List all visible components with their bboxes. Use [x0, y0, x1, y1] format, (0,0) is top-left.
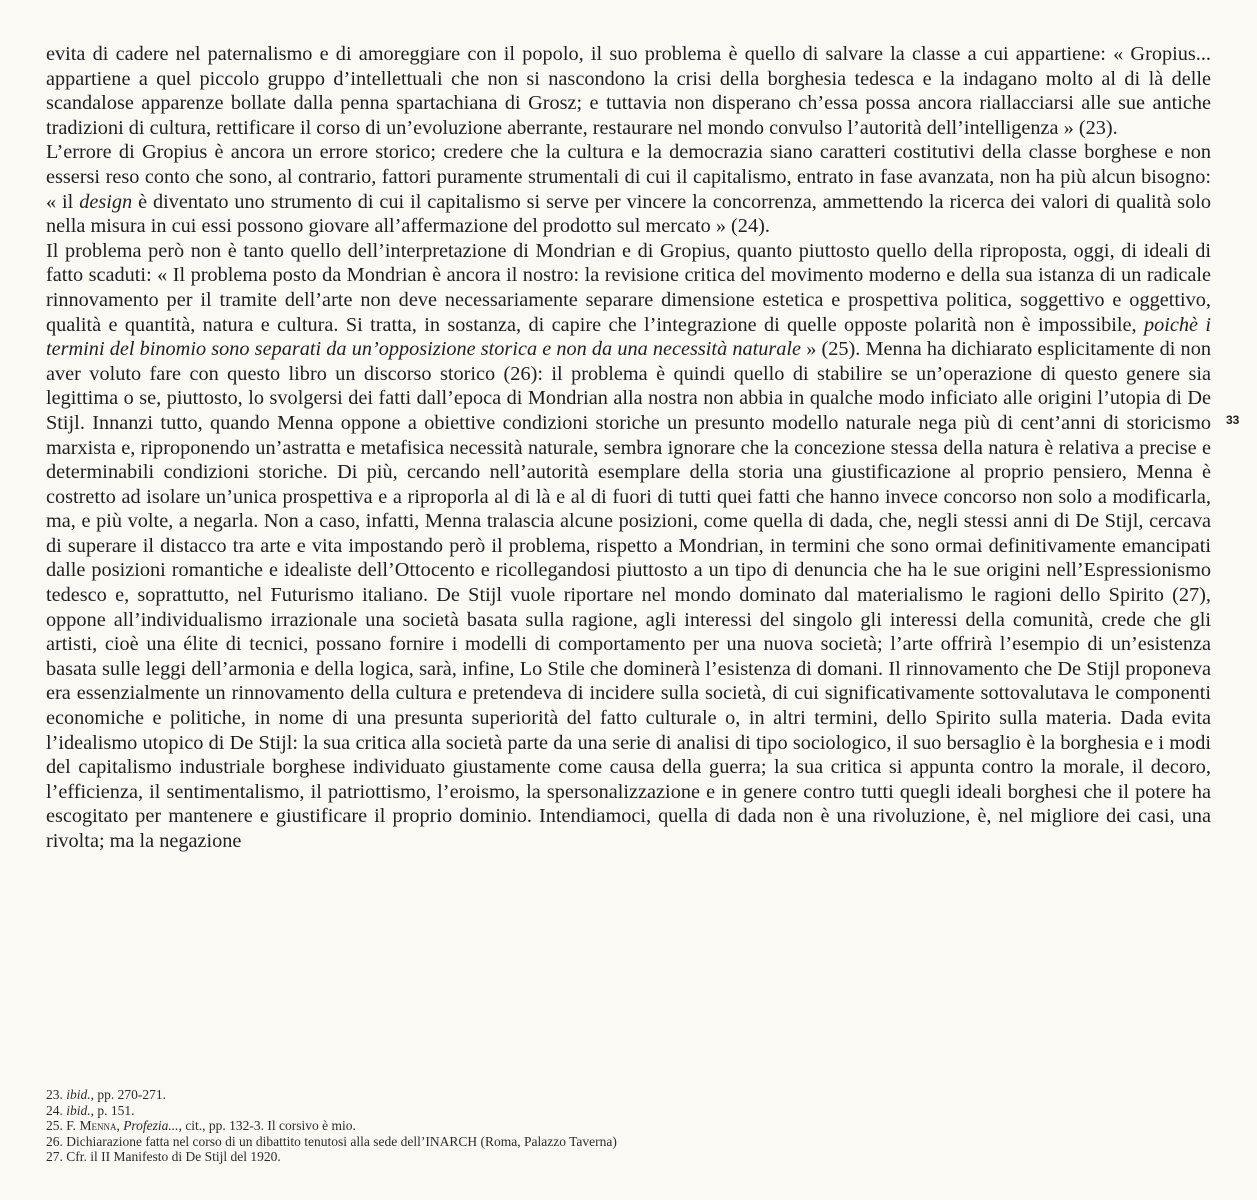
footnote [46, 1118, 1046, 1134]
text-run: evita di cadere nel paternalismo e di amoreggiare con il popolo, il suo problema è quello di salvare la classe a cui appartiene: « Gropius... appartiene a quel piccolo gruppo d’intellettuali che non si nascondono la crisi della borghesia tedesca e la indagano molto al di là delle scandalose apparenze bollate dalla penna spartachiana di Grosz; e tuttavia non disperano ch’essa possa ancora riallacciarsi alle sue antiche tradizioni di cultura, rettificare il corso di un’evoluzione aberrante, restaurare nel mondo convulso l’autorità dell’intelligenza » (23). [46, 43, 1211, 139]
italic-text: Profezia... [123, 1118, 179, 1134]
page-number: 33 [1226, 413, 1240, 427]
text-run: è diventato uno strumento di cui il capitalismo si serve per vincere la concorrenza, ammettendo la ricerca dei valori di qualità solo nella misura in cui essi possono giovare all’affermazione del prodotto sul mercato » (24). [46, 190, 1211, 238]
text-run: 25. F. [46, 1118, 80, 1134]
footnote [46, 1103, 1046, 1119]
text-run: Il problema però non è tanto quello dell’interpretazione di Mondrian e di Gropius, quanto piuttosto quello della riproposta, oggi, di ideali di fatto scaduti: « Il problema posto da Mondrian è ancora il nostro: la revisione critica del movimento moderno e della sua istanza di un radicale rinnovamento per il tramite dell’arte non deve necessariamente separare dimensione estetica e prospettiva politica, soggettivo e oggettivo, qualità e quantità, natura e cultura. Si tratta, in sostanza, di capire che l’integrazione di quelle opposte polarità non è impossibile, [46, 239, 1211, 336]
paragraph [46, 42, 1211, 140]
main-text-column [46, 42, 1211, 854]
text-run: 23. [46, 1087, 67, 1102]
text-run: » (25). Menna ha dichiarato esplicitamente di non aver voluto fare con questo libro un discorso storico (26): il problema è quindi quello di stabilire se un’operazione di questo genere sia legittima o se, piuttosto, lo svolgersi dei fatti dall’epoca di Mondrian alla nostra non abbia in qualche modo inficiato alle origini l’utopia di De Stijl. Innanzi tutto, quando Menna oppone a obiettive condizioni storiche un presunto modello naturale nega più di cent’anni di storicismo marxista e, riproponendo un’astratta e metafisica necessità naturale, sembra ignorare che la concezione stessa della natura è relativa a precise e determinabili condizioni storiche. Di più, cercando nell’autorità esemplare della storia una giustificazione al proprio pensiero, Menna è costretto ad isolare un’unica prospettiva e a riproporla al di là e al di fuori di tutti quei fatti che hanno invece concorso non solo a modificarla, ma, e più volte, a negarla. Non a caso, infatti, Menna tralascia alcune posizioni, come quella di dada, che, negli stessi anni di De Stijl, cercava di superare il distacco tra arte e vita impostando però il problema, rispetto a Mondrian, in termini che sono ormai definitivamente emancipati dalle posizioni romantiche e idealiste dell’Ottocento e ricollegandosi piuttosto a un tipo di denuncia che ha le sue origini nell’Espressionismo tedesco e, soprattutto, nel Futurismo italiano. De Stijl vuole riportare nel mondo dominato dal materialismo le ragioni dello Spirito (27), oppone all’individualismo irrazionale una società basata sulla ragione, agli interessi del singolo gli interessi della comunità, crede che gli artisti, cioè una élite di tecnici, possano fornire i modelli di comportamento per una nuova società; l’arte offrirà l’esempio di un’esistenza basata sulle leggi dell’armonia e della logica, sarà, infine, Lo Stile che dominerà l’esistenza di domani. Il rinnovamento che De Stijl proponeva era essenzialmente un rinnovamento della cultura e pretendeva di incidere sulla società, di cui significativamente sottovalutava le componenti economiche e politiche, in nome di una presunta superiorità del fatto culturale o, in altri termini, dello Spirito sulla materia. Dada evita l’idealismo utopico di De Stijl: la sua critica alla società parte da una serie di analisi di tipo sociologico, il suo bersaglio è la borghesia e i modi del capitalismo industriale borghese individuato giustamente come causa della guerra; la sua critica si appunta contro la morale, il decoro, l’efficienza, il sentimentalismo, il patriottismo, l’eroismo, la spersonalizzazione e in genere contro tutti quegli ideali borghesi che il potere ha escogitato per mantenere e giustificare il proprio dominio. Intendiamoci, quella di dada non è una rivoluzione, è, nel migliore dei casi, una rivolta; ma la negazione [46, 338, 1211, 852]
text-run: , pp. 270-271. [90, 1087, 167, 1102]
footnote [46, 1149, 1046, 1165]
text-run: Menna [79, 1118, 117, 1134]
footnotes [46, 1087, 1046, 1165]
text-run: , cit., pp. 132-3. Il corsivo è mio. [178, 1118, 356, 1134]
paragraph [46, 239, 1211, 854]
footnote [46, 1087, 1046, 1103]
text-run: 27. Cfr. il II Manifesto di De Stijl del 1920. [46, 1149, 281, 1165]
italic-text: ibid. [66, 1087, 91, 1102]
text-run: 24. [46, 1102, 67, 1118]
paragraph [46, 140, 1211, 238]
text-run: L’errore di Gropius è ancora un errore storico; credere che la cultura e la democrazia siano caratteri costitutivi della classe borghese e non essersi reso conto che sono, al contrario, fattori puramente strumentali di cui il capitalismo, entrato in fase avanzata, non ha più alcun bisogno: « il [46, 141, 1211, 213]
text-run: , [116, 1118, 124, 1134]
text-run: , p. 151. [90, 1102, 135, 1118]
italic-text: ibid. [66, 1102, 91, 1118]
text-run: 26. Dichiarazione fatta nel corso di un dibattito tenutosi alla sede dell’INARCH (Roma, Palazzo Taverna) [46, 1133, 617, 1149]
footnote [46, 1134, 1046, 1150]
italic-text: design [79, 190, 133, 213]
italic-text: poichè i termini del binomio sono separati da un’opposizione storica e non da una necessità naturale [46, 313, 1211, 361]
